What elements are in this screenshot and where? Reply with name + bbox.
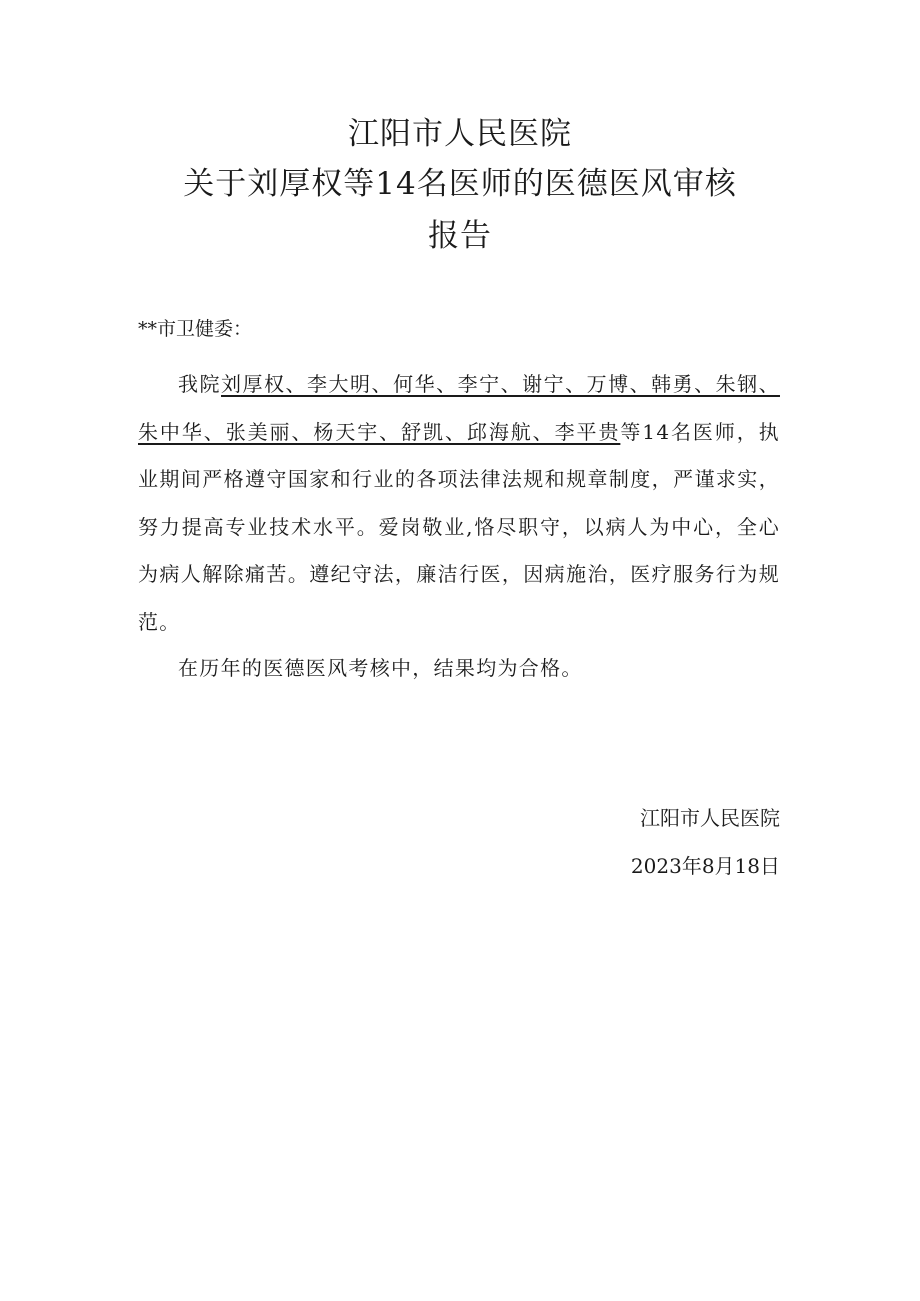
body-paragraph-2: 在历年的医德医风考核中，结果均为合格。: [178, 656, 583, 680]
doctor-names: 刘厚权、李大明、何华、李宁、谢宁、万博、韩勇、朱钢、朱中华、张美丽、杨天宇、舒凯、邱海航、李平贵: [138, 372, 780, 444]
body-paragraph-1: [138, 361, 780, 646]
title-hospital: 江阳市人民医院: [348, 116, 572, 152]
signature: 江阳市人民医院: [640, 806, 780, 830]
title-report: 报告: [428, 218, 492, 254]
para1-rest: 等14名医师，执业期间严格遵守国家和行业的各项法律法规和规章制度，严谨求实，努力提高专业技术水平。爱岗敬业,恪尽职守，以病人为中心，全心为病人解除痛苦。遵纪守法，廉洁行医，因病施治，医疗服务行为规范。: [138, 419, 780, 634]
title-subject: 关于刘厚权等14名医师的医德医风审核: [183, 166, 737, 202]
salutation: **市卫健委：: [138, 318, 253, 340]
para1-prefix: 我院: [178, 372, 222, 396]
date: 2023年8月18日: [630, 854, 780, 878]
